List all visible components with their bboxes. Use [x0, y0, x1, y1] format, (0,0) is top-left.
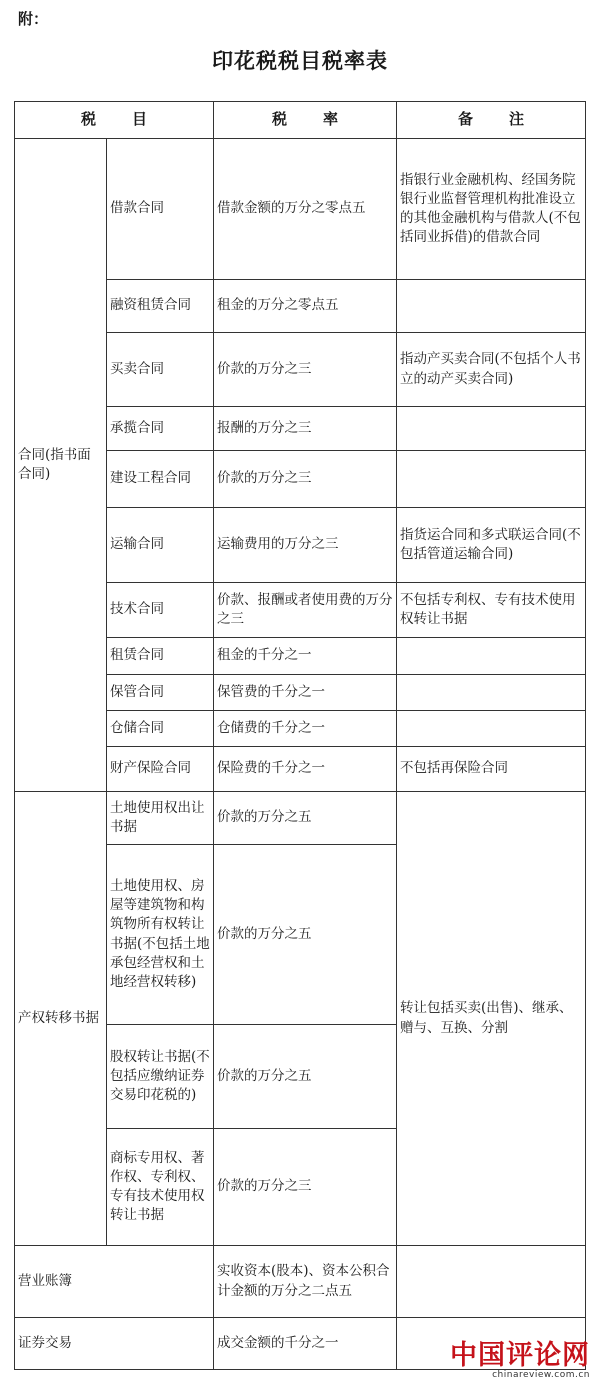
item-rate: 运输费用的万分之三	[214, 508, 397, 583]
item-name: 仓储合同	[107, 711, 214, 747]
item-rate: 价款的万分之五	[214, 792, 397, 845]
item-note	[397, 711, 586, 747]
item-rate: 保险费的千分之一	[214, 747, 397, 792]
item-rate: 保管费的千分之一	[214, 675, 397, 711]
item-note: 指银行业金融机构、经国务院银行业监督管理机构批准设立的其他金融机构与借款人(不包括同业拆借)的借款合同	[397, 139, 586, 280]
item-rate: 成交金额的千分之一	[214, 1318, 397, 1370]
item-name: 买卖合同	[107, 333, 214, 407]
item-name: 土地使用权、房屋等建筑物和构筑物所有权转让书据(不包括土地承包经营权和土地经营权转移)	[107, 845, 214, 1025]
item-name-ledger: 营业账簿	[15, 1246, 214, 1318]
item-note: 不包括再保险合同	[397, 747, 586, 792]
item-rate: 价款的万分之五	[214, 845, 397, 1025]
item-note	[397, 675, 586, 711]
item-name: 融资租赁合同	[107, 280, 214, 333]
item-rate: 实收资本(股本)、资本公积合计金额的万分之二点五	[214, 1246, 397, 1318]
item-rate: 租金的千分之一	[214, 638, 397, 675]
item-name: 土地使用权出让书据	[107, 792, 214, 845]
item-name: 租赁合同	[107, 638, 214, 675]
item-name: 借款合同	[107, 139, 214, 280]
item-note-transfer: 转让包括买卖(出售)、继承、赠与、互换、分割	[397, 792, 586, 1246]
item-name: 建设工程合同	[107, 451, 214, 508]
header-item: 税目	[15, 102, 214, 139]
page-title: 印花税税目税率表	[212, 49, 388, 73]
site-watermark-logo	[450, 1333, 590, 1380]
tax-rate-table	[14, 101, 586, 1370]
watermark-url-text: chinareview.com.cn	[492, 1370, 590, 1380]
item-note	[397, 280, 586, 333]
item-name: 保管合同	[107, 675, 214, 711]
item-name-securities: 证券交易	[15, 1318, 214, 1370]
item-rate: 价款的万分之三	[214, 1129, 397, 1246]
item-rate: 报酬的万分之三	[214, 407, 397, 451]
item-rate: 仓储费的千分之一	[214, 711, 397, 747]
item-name: 财产保险合同	[107, 747, 214, 792]
item-name: 技术合同	[107, 583, 214, 638]
item-name: 运输合同	[107, 508, 214, 583]
table-row	[15, 792, 586, 845]
item-name: 股权转让书据(不包括应缴纳证券交易印花税的)	[107, 1025, 214, 1129]
item-name: 商标专用权、著作权、专利权、专有技术使用权转让书据	[107, 1129, 214, 1246]
item-rate: 价款的万分之三	[214, 451, 397, 508]
table-row	[15, 139, 586, 280]
item-rate: 价款、报酬或者使用费的万分之三	[214, 583, 397, 638]
item-rate: 借款金额的万分之零点五	[214, 139, 397, 280]
table-header-row	[15, 102, 586, 139]
category-contracts: 合同(指书面合同)	[15, 139, 107, 792]
item-rate: 价款的万分之三	[214, 333, 397, 407]
item-note	[397, 638, 586, 675]
table-row	[15, 1246, 586, 1318]
item-note	[397, 407, 586, 451]
item-note	[397, 451, 586, 508]
item-note	[397, 1246, 586, 1318]
item-name: 承揽合同	[107, 407, 214, 451]
item-note: 指动产买卖合同(不包括个人书立的动产买卖合同)	[397, 333, 586, 407]
item-note: 指货运合同和多式联运合同(不包括管道运输合同)	[397, 508, 586, 583]
category-transfer: 产权转移书据	[15, 792, 107, 1246]
watermark-main-text: 中国评论网	[450, 1340, 590, 1371]
item-rate: 租金的万分之零点五	[214, 280, 397, 333]
header-note: 备注	[397, 102, 586, 139]
item-rate: 价款的万分之五	[214, 1025, 397, 1129]
attachment-label: 附：	[18, 10, 49, 28]
item-note: 不包括专利权、专有技术使用权转让书据	[397, 583, 586, 638]
header-rate: 税率	[214, 102, 397, 139]
